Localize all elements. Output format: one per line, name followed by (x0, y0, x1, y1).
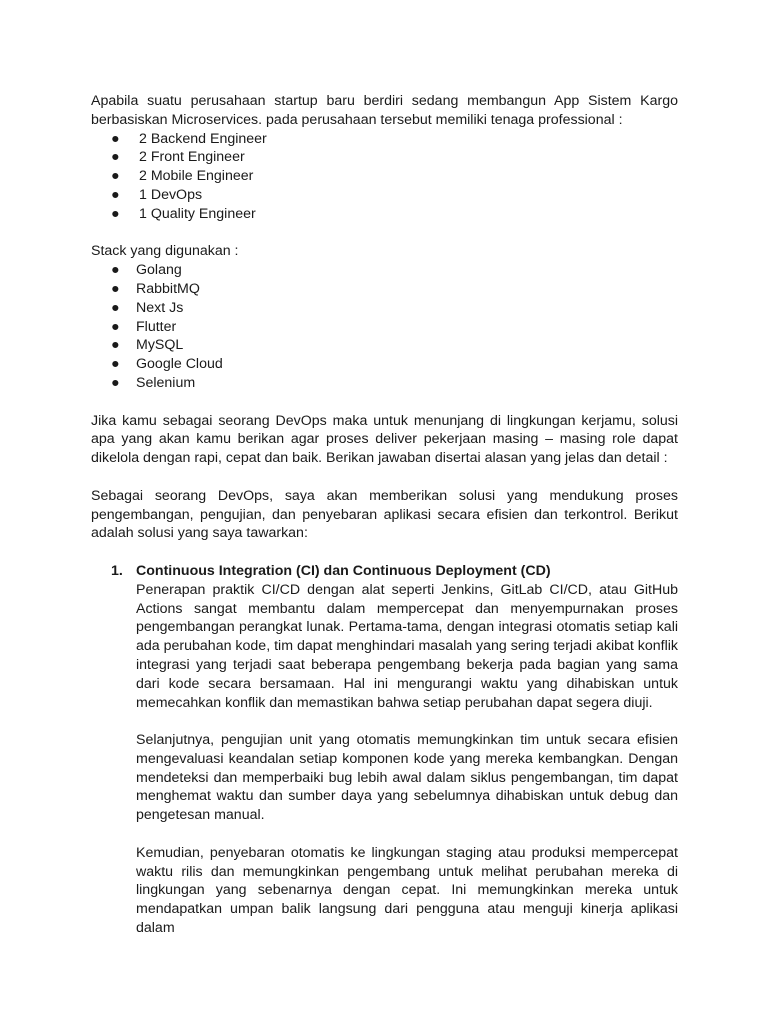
solution-section-1 (91, 562, 678, 938)
list-item: ● 2 Mobile Engineer (111, 168, 254, 185)
stack-list (91, 261, 678, 393)
spacer (91, 468, 678, 487)
section-paragraph-3: Kemudian, penyebaran otomatis ke lingkungan staging atau produksi mempercepat waktu rilis dan memungkinkan pengembang untuk melihat perubahan mereka di lingkungan yang sebenarnya dengan cepat. Ini memungkinkan mereka untuk mendapatkan umpan balik langsung dari pengguna atau menguji kinerja aplikasi dalam (136, 844, 678, 937)
bullet-icon: ● (111, 205, 120, 222)
bullet-icon: ● (111, 374, 120, 391)
list-item: ● Selenium (111, 374, 196, 391)
intro-paragraph: Apabila suatu perusahaan startup baru berdiri sedang membangun App Sistem Kargo berbasiskan Microservices. pada perusahaan tersebut memiliki tenaga professional : (91, 93, 678, 128)
list-item: ● Golang (111, 262, 182, 279)
question-paragraph: Jika kamu sebagai seorang DevOps maka untuk menunjang di lingkungan kerjamu, solusi apa yang akan kamu berikan agar proses deliver pekerjaan masing – masing role dapat dikelola dengan rapi, cepat dan baik. Berikan jawaban disertai alasan yang jelas dan detail : (91, 412, 678, 467)
spacer (136, 712, 678, 731)
section-heading: Continuous Integration (CI) dan Continuous Deployment (CD) (136, 562, 551, 579)
spacer (91, 543, 678, 562)
list-item: ● 1 Quality Engineer (111, 205, 256, 222)
bullet-icon: ● (111, 356, 120, 373)
bullet-icon: ● (111, 168, 120, 185)
answer-intro-paragraph: Sebagai seorang DevOps, saya akan memberikan solusi yang mendukung proses pengembangan, pengujian, dan penyebaran aplikasi secara efisien dan terkontrol. Berikut adalah solusi yang saya tawarkan: (91, 487, 678, 542)
section-paragraph-2: Selanjutnya, pengujian unit yang otomatis memungkinkan tim untuk secara efisien mengevaluasi keandalan setiap komponen kode yang mereka kembangkan. Dengan mendeteksi dan memperbaiki bug lebih awal dalam siklus pengembangan, tim dapat menghemat waktu dan sumber daya yang sebelumnya dihabiskan untuk debug dan pengetesan manual. (136, 732, 678, 824)
spacer (136, 825, 678, 844)
bullet-icon: ● (111, 262, 120, 279)
list-item: ● RabbitMQ (111, 280, 200, 297)
section-number: 1. (111, 562, 123, 579)
team-list (91, 130, 678, 224)
bullet-icon: ● (111, 149, 120, 166)
document-page (91, 92, 678, 938)
list-item: ● Next Js (111, 299, 184, 316)
spacer (91, 393, 678, 412)
list-item: ● 1 DevOps (111, 186, 203, 203)
list-item: ● Google Cloud (111, 356, 223, 373)
section-paragraph-1: Penerapan praktik CI/CD dengan alat seperti Jenkins, GitLab CI/CD, atau GitHub Actions sangat membantu dalam mempercepat dan menyempurnakan proses pengembangan perangkat lunak. Pertama-tama, dengan integrasi otomatis setiap kali ada perubahan kode, tim dapat menghindari masalah yang sering terjadi akibat konflik integrasi yang terjadi saat beberapa pengembang bekerja pada bagian yang sama dari kode secara bersamaan. Hal ini mengurangi waktu yang dihabiskan untuk memecahkan konflik dan memastikan bahwa setiap perubahan dapat segera diuji. (136, 581, 678, 711)
bullet-icon: ● (111, 318, 120, 335)
bullet-icon: ● (111, 280, 120, 297)
bullet-icon: ● (111, 130, 120, 147)
list-item: ● 2 Front Engineer (111, 149, 245, 166)
bullet-icon: ● (111, 337, 120, 354)
bullet-icon: ● (111, 299, 120, 316)
stack-label: Stack yang digunakan : (91, 243, 239, 260)
list-item: ● Flutter (111, 318, 177, 335)
spacer (91, 224, 678, 243)
bullet-icon: ● (111, 186, 120, 203)
list-item: ● 2 Backend Engineer (111, 130, 267, 147)
list-item: ● MySQL (111, 337, 184, 354)
